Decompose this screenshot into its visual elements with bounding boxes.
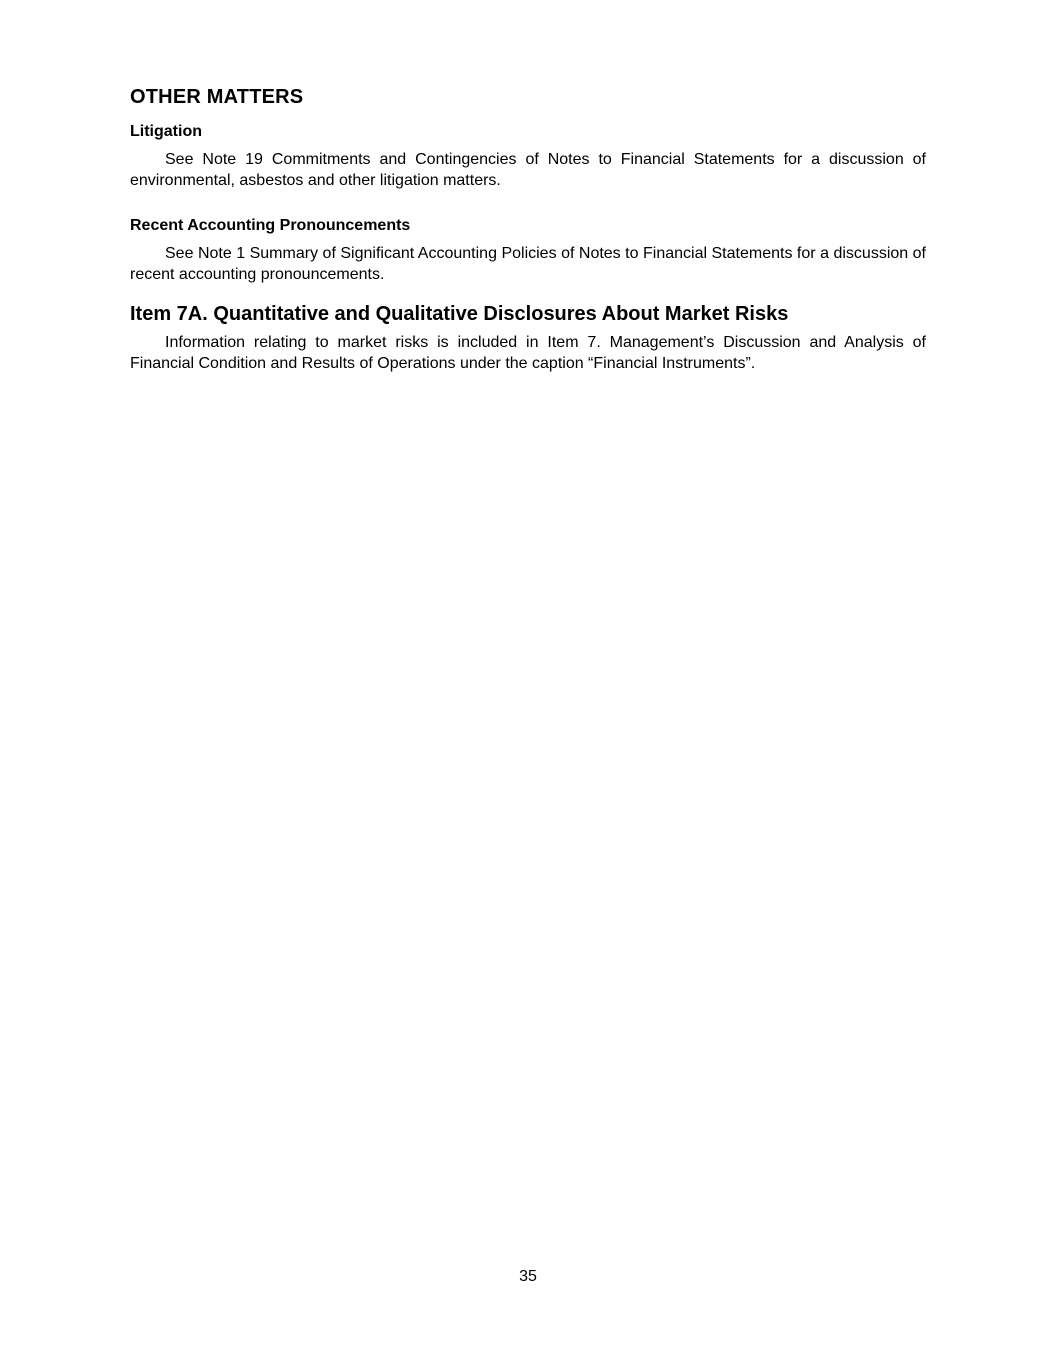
recent-accounting-paragraph: See Note 1 Summary of Significant Accounting Policies of Notes to Financial Statements for a discussion of recent accounting pronouncements. <box>130 245 926 283</box>
subheading-litigation: Litigation <box>130 123 202 140</box>
subheading-recent-accounting: Recent Accounting Pronouncements <box>130 217 411 234</box>
item-7a-paragraph: Information relating to market risks is included in Item 7. Management’s Discussion and Analysis of Financial Condition and Results of Operations under the caption “Financial Instruments”. <box>130 334 926 372</box>
section-title-other-matters: OTHER MATTERS <box>130 86 304 108</box>
recent-accounting-section <box>130 217 926 285</box>
page-number: 35 <box>519 1268 537 1285</box>
litigation-section <box>130 123 926 191</box>
document-page <box>130 86 926 374</box>
item-7a-section <box>130 303 926 374</box>
item-7a-title: Item 7A. Quantitative and Qualitative Disclosures About Market Risks <box>130 303 789 325</box>
litigation-paragraph: See Note 19 Commitments and Contingencies of Notes to Financial Statements for a discussion of environmental, asbestos and other litigation matters. <box>130 151 926 189</box>
